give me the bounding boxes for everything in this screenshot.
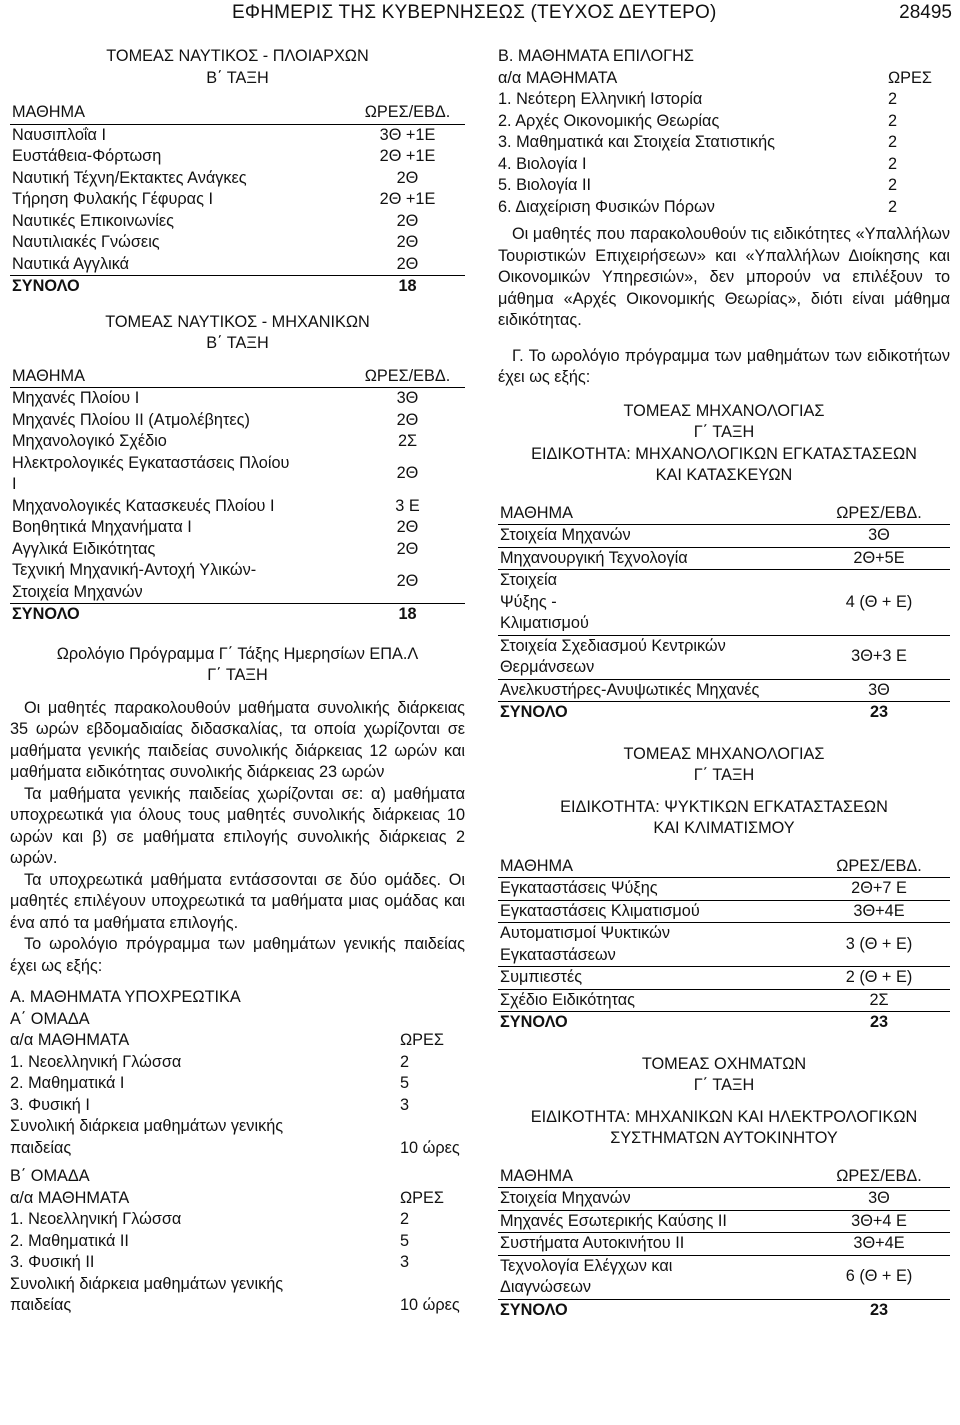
course-name: Συμπιεστές bbox=[498, 967, 808, 990]
paragraph: Γ. Το ωρολόγιο πρόγραμμα των μαθημάτων των ειδικοτήτων έχει ως εξής: bbox=[498, 346, 950, 386]
table-header bbox=[498, 856, 950, 878]
table-row bbox=[10, 431, 465, 453]
course-name: Ηλεκτρολογικές Εγκαταστάσεις Πλοίου Ι bbox=[12, 453, 290, 493]
table-row bbox=[498, 635, 950, 679]
col-header-course: ΜΑΘΗΜΑ bbox=[10, 102, 350, 124]
course-name: Στοιχεία Μηχανών bbox=[498, 525, 808, 548]
course-hours: 2 (Θ + Ε) bbox=[808, 967, 950, 990]
total-label: παιδείας bbox=[10, 1138, 72, 1157]
table-total-row bbox=[498, 702, 950, 724]
table-row bbox=[10, 124, 465, 146]
table-row bbox=[10, 146, 465, 168]
list-item bbox=[10, 1052, 465, 1074]
table-row bbox=[498, 900, 950, 923]
col-header-course: ΜΑΘΗΜΑ bbox=[498, 856, 808, 878]
course-name: Μηχανολογικό Σχέδιο bbox=[12, 432, 167, 450]
col-header-hours: ΩΡΕΣ/ΕΒΔ. bbox=[350, 366, 465, 388]
course-hours: 2Θ +1Ε bbox=[379, 147, 436, 165]
course-hours: 2Θ+7 Ε bbox=[808, 878, 950, 901]
col-header-course: α/α ΜΑΘΗΜΑΤΑ bbox=[498, 68, 618, 87]
paragraph: Οι μαθητές που παρακολουθούν τις ειδικότητες «Υπαλλήλων Τουριστικών Επιχειρήσεων» και «Υπαλλήλων Διοίκησης και Οικονομικών Υπηρεσιών», δεν μπορούν να επιλέξουν το μάθημα «Αρχές Οικονομικής Θεωρίας», διότι είναι μάθημα ειδικότητας. bbox=[498, 225, 950, 329]
course-hours: 2 bbox=[400, 1210, 410, 1228]
course-name: 3. Φυσική Ι bbox=[10, 1095, 90, 1114]
table-row bbox=[498, 1255, 950, 1299]
total-label: ΣΥΝΟΛΟ bbox=[12, 605, 80, 623]
list-total bbox=[10, 1295, 465, 1317]
list-item bbox=[498, 154, 950, 176]
table-row bbox=[498, 878, 950, 901]
course-hours: 3 (Θ + Ε) bbox=[808, 923, 950, 967]
paragraph: Το ωρολόγιο πρόγραμμα των μαθημάτων γενικής παιδείας έχει ως εξής: bbox=[10, 935, 465, 975]
elective-list bbox=[498, 68, 950, 219]
table-row bbox=[10, 168, 465, 190]
total-label: Συνολική διάρκεια μαθημάτων γενικής bbox=[10, 1274, 284, 1293]
course-name: 2. Μαθηματικά Ι bbox=[10, 1074, 125, 1092]
course-hours: 4 (Θ + Ε) bbox=[808, 570, 950, 636]
list-header bbox=[498, 68, 950, 90]
list-title: Α. ΜΑΘΗΜΑΤΑ ΥΠΟΧΡΕΩΤΙΚΑ bbox=[10, 988, 241, 1006]
page-header bbox=[0, 0, 960, 30]
col-header-course: ΜΑΘΗΜΑ bbox=[498, 503, 808, 525]
course-name: Στοιχεία Σχεδιασμού Κεντρικών Θερμάνσεων bbox=[498, 635, 808, 679]
course-hours: 3Θ+3 Ε bbox=[808, 635, 950, 679]
table-total-row bbox=[10, 276, 465, 298]
schedule-table-nautical-engineers bbox=[10, 366, 465, 626]
table-header bbox=[498, 503, 950, 525]
course-name: Στοιχεία Ψύξης - Κλιματισμού bbox=[498, 570, 808, 636]
course-name: Ναυτικά Αγγλικά bbox=[10, 254, 350, 276]
section-title: ΤΟΜΕΑΣ ΝΑΥΤΙΚΟΣ - ΜΗΧΑΝΙΚΩΝ bbox=[105, 312, 370, 331]
course-name: Σχέδιο Ειδικότητας bbox=[498, 989, 808, 1012]
course-hours: 3Θ+4 Ε bbox=[808, 1210, 950, 1233]
list-total bbox=[10, 1138, 465, 1160]
list-title: Β. ΜΑΘΗΜΑΤΑ ΕΠΙΛΟΓΗΣ bbox=[498, 47, 694, 65]
total-label: Συνολική διάρκεια μαθημάτων γενικής bbox=[10, 1117, 284, 1135]
list-item bbox=[498, 111, 950, 133]
course-hours: 2Θ bbox=[396, 168, 419, 187]
paragraph: Τα μαθήματα γενικής παιδείας χωρίζονται σε: α) μαθήματα υποχρεωτικά για όλους τους μαθητές συνολικής διάρκειας 10 ωρών και β) σε μαθήματα επιλογής συνολικής διάρκειας 2 ωρών. bbox=[10, 784, 465, 867]
group-title: Α΄ ΟΜΑΔΑ bbox=[10, 1009, 90, 1028]
col-header-hours: ΩΡΕΣ bbox=[888, 68, 932, 87]
course-name: Ναυσιπλοΐα Ι bbox=[12, 125, 106, 144]
list-header bbox=[10, 1030, 465, 1052]
list-header bbox=[10, 1188, 465, 1210]
specialty-title: ΚΑΙ ΚΛΙΜΑΤΙΣΜΟΥ bbox=[653, 819, 795, 837]
paragraph: Τα υποχρεωτικά μαθήματα εντάσσονται σε δύο ομάδες. Οι μαθητές επιλέγουν υποχρεωτικά τα μαθήματα μιας ομάδας και ένα από τα μαθήματα επιλογής. bbox=[10, 870, 465, 932]
course-name: 6. Διαχείριση Φυσικών Πόρων bbox=[498, 197, 715, 216]
course-hours: 3 Ε bbox=[395, 496, 420, 515]
course-name: 3. Μαθηματικά και Στοιχεία Στατιστικής bbox=[498, 133, 776, 151]
course-name: Μηχανολογικές Κατασκευές Πλοίου Ι bbox=[12, 496, 275, 515]
right-column bbox=[498, 46, 950, 1321]
list-total bbox=[10, 1116, 465, 1138]
course-hours: 5 bbox=[400, 1231, 410, 1250]
sector-title: ΤΟΜΕΑΣ ΟΧΗΜΑΤΩΝ bbox=[641, 1054, 807, 1073]
course-hours: 2Θ bbox=[396, 233, 419, 251]
specialty-title: ΕΙΔΙΚΟΤΗΤΑ: ΨΥΚΤΙΚΩΝ ΕΓΚΑΤΑΣΤΑΣΕΩΝ bbox=[560, 797, 888, 816]
specialty-title: ΕΙΔΙΚΟΤΗΤΑ: ΜΗΧΑΝΙΚΩΝ ΚΑΙ ΗΛΕΚΤΡΟΛΟΓΙΚΩΝ bbox=[530, 1107, 918, 1126]
sector-title: ΤΟΜΕΑΣ ΜΗΧΑΝΟΛΟΓΙΑΣ bbox=[623, 401, 825, 420]
table-row bbox=[498, 570, 950, 636]
list-item bbox=[498, 175, 950, 197]
table-row bbox=[498, 525, 950, 548]
class-label: Γ΄ ΤΑΞΗ bbox=[693, 766, 755, 784]
table-row bbox=[10, 453, 465, 496]
list-item bbox=[498, 132, 950, 154]
total-hours: 18 bbox=[398, 277, 417, 295]
specialty-title: ΕΙΔΙΚΟΤΗΤΑ: ΜΗΧΑΝΟΛΟΓΙΚΩΝ ΕΓΚΑΤΑΣΤΑΣΕΩΝ bbox=[531, 444, 917, 463]
course-name: Ναυτικές Επικοινωνίες bbox=[12, 211, 174, 230]
table-row bbox=[498, 1233, 950, 1256]
course-hours: 2Θ+5Ε bbox=[808, 547, 950, 570]
class-label: Γ΄ ΤΑΞΗ bbox=[693, 423, 755, 441]
course-hours: 3Θ bbox=[396, 389, 419, 407]
total-hours: 18 bbox=[398, 605, 417, 623]
total-label: παιδείας bbox=[10, 1296, 72, 1314]
course-name: Εγκαταστάσεις Ψύξης bbox=[498, 878, 808, 901]
course-name: Μηχανές Πλοίου ΙΙ (Ατμολέβητες) bbox=[12, 410, 250, 429]
table-row bbox=[10, 254, 465, 276]
group-a-list bbox=[10, 1030, 465, 1159]
total-hours: 23 bbox=[869, 1300, 889, 1319]
course-name: Τεχνολογία Ελέγχων και Διαγνώσεων bbox=[498, 1255, 808, 1299]
schedule-table-automotive bbox=[498, 1166, 950, 1322]
course-hours: 5 bbox=[400, 1074, 410, 1092]
course-hours: 3Θ bbox=[808, 679, 950, 702]
course-hours: 2Σ bbox=[808, 989, 950, 1012]
course-hours: 2Θ bbox=[396, 464, 419, 483]
col-header-hours: ΩΡΕΣ/ΕΒΔ. bbox=[808, 856, 950, 878]
paragraph: Οι μαθητές παρακολουθούν μαθήματα συνολικής διάρκειας 35 ωρών εβδομαδιαίας διδασκαλίας, τα οποία χωρίζονται σε μαθήματα γενικής παιδείας συνολικής διάρκειας 12 ωρών και μαθήματα ειδικότητας συνολικής διάρκειας 23 ωρών bbox=[10, 698, 465, 781]
list-item bbox=[10, 1231, 465, 1253]
course-name: 2. Αρχές Οικονομικής Θεωρίας bbox=[498, 111, 720, 130]
total-label: ΣΥΝΟΛΟ bbox=[500, 1300, 568, 1319]
course-hours: 2 bbox=[888, 154, 898, 173]
total-hours: 23 bbox=[869, 703, 889, 721]
list-item bbox=[10, 1095, 465, 1117]
table-total-row bbox=[498, 1012, 950, 1034]
table-row bbox=[10, 517, 465, 539]
course-hours: 6 (Θ + Ε) bbox=[808, 1255, 950, 1299]
schedule-table-refrigeration bbox=[498, 856, 950, 1034]
course-name: 2. Μαθηματικά ΙΙ bbox=[10, 1231, 129, 1250]
specialty-title: ΣΥΣΤΗΜΑΤΩΝ ΑΥΤΟΚΙΝΗΤΟΥ bbox=[610, 1129, 838, 1147]
course-name: 4. Βιολογία Ι bbox=[498, 154, 587, 173]
course-name: Ευστάθεια-Φόρτωση bbox=[12, 147, 162, 165]
course-name: Τεχνική Μηχανική-Αντοχή Υλικών-Στοιχεία Μηχανών bbox=[10, 560, 350, 604]
course-name: Τήρηση Φυλακής Γέφυρας Ι bbox=[12, 190, 213, 208]
course-name: Μηχανουργική Τεχνολογία bbox=[498, 547, 808, 570]
course-hours: 2 bbox=[888, 111, 898, 130]
table-header bbox=[10, 102, 465, 124]
table-row bbox=[498, 967, 950, 990]
table-row bbox=[498, 1210, 950, 1233]
class-label: Β΄ ΤΑΞΗ bbox=[206, 334, 269, 352]
table-row bbox=[10, 189, 465, 211]
col-header-hours: ΩΡΕΣ bbox=[400, 1188, 444, 1207]
course-name: Μηχανές Πλοίου Ι bbox=[12, 389, 140, 407]
course-name: Ναυτιλιακές Γνώσεις bbox=[12, 233, 160, 251]
course-name: Αυτοματισμοί Ψυκτικών Εγκαταστάσεων bbox=[498, 923, 808, 967]
col-header-course: α/α ΜΑΘΗΜΑΤΑ bbox=[10, 1188, 130, 1207]
gazette-title: ΕΦΗΜΕΡΙΣ ΤΗΣ ΚΥΒΕΡΝΗΣΕΩΣ (ΤΕΥΧΟΣ ΔΕΥΤΕΡΟ) bbox=[232, 2, 717, 23]
course-name: 3. Φυσική ΙΙ bbox=[10, 1253, 95, 1271]
col-header-course: ΜΑΘΗΜΑ bbox=[10, 366, 350, 388]
total-hours: 10 ώρες bbox=[400, 1296, 460, 1314]
course-hours: 2 bbox=[888, 90, 898, 108]
total-label: ΣΥΝΟΛΟ bbox=[12, 277, 80, 295]
course-hours: 2 bbox=[888, 133, 898, 151]
table-total-row bbox=[10, 604, 465, 626]
list-item bbox=[498, 197, 950, 219]
total-hours: 10 ώρες bbox=[400, 1138, 460, 1157]
course-name: Εγκαταστάσεις Κλιματισμού bbox=[498, 900, 808, 923]
course-hours: 2Θ bbox=[396, 539, 419, 558]
course-hours: 2 bbox=[400, 1052, 410, 1071]
total-hours: 23 bbox=[869, 1013, 889, 1031]
course-hours: 3 bbox=[400, 1253, 410, 1271]
col-header-hours: ΩΡΕΣ bbox=[400, 1031, 444, 1049]
course-hours: 3Θ +1Ε bbox=[379, 125, 436, 144]
schedule-table-nautical-captains bbox=[10, 102, 465, 298]
table-row bbox=[10, 560, 465, 604]
table-row bbox=[498, 923, 950, 967]
course-name: Συστήματα Αυτοκινήτου ΙΙ bbox=[498, 1233, 808, 1256]
table-row bbox=[498, 547, 950, 570]
section-title: ΤΟΜΕΑΣ ΝΑΥΤΙΚΟΣ - ΠΛΟΙΑΡΧΩΝ bbox=[106, 47, 369, 65]
course-hours: 3Θ bbox=[808, 525, 950, 548]
left-column bbox=[10, 46, 465, 1317]
course-hours: 2Σ bbox=[397, 432, 418, 450]
course-name: Μηχανές Εσωτερικής Καύσης ΙΙ bbox=[498, 1210, 808, 1233]
course-name: Ναυτική Τέχνη/Εκτακτες Ανάγκες bbox=[12, 168, 247, 187]
sector-title: ΤΟΜΕΑΣ ΜΗΧΑΝΟΛΟΓΙΑΣ bbox=[623, 744, 825, 763]
table-row bbox=[498, 1188, 950, 1211]
course-hours: 2Θ bbox=[396, 518, 419, 536]
class-label: Γ΄ ΤΑΞΗ bbox=[207, 666, 268, 684]
course-name: 1. Νεοελληνική Γλώσσα bbox=[10, 1052, 182, 1071]
class-label: Γ΄ ΤΑΞΗ bbox=[693, 1076, 755, 1094]
page-number: 28495 bbox=[899, 2, 952, 23]
course-name: Στοιχεία Μηχανών bbox=[498, 1188, 808, 1211]
list-total bbox=[10, 1274, 465, 1296]
table-row bbox=[10, 232, 465, 254]
program-title: Ωρολόγιο Πρόγραμμα Γ΄ Τάξης Ημερησίων ΕΠΑ.Λ bbox=[56, 644, 419, 663]
total-label: ΣΥΝΟΛΟ bbox=[500, 1013, 568, 1031]
course-hours: 3 bbox=[400, 1095, 410, 1114]
course-hours: 2Θ +1Ε bbox=[379, 190, 436, 208]
col-header-course: α/α ΜΑΘΗΜΑΤΑ bbox=[10, 1031, 130, 1049]
course-hours: 2Θ bbox=[396, 410, 419, 429]
course-name: Αγγλικά Ειδικότητας bbox=[12, 539, 156, 558]
class-label: Β΄ ΤΑΞΗ bbox=[206, 68, 269, 87]
course-name: 5. Βιολογία ΙΙ bbox=[498, 176, 592, 194]
list-item bbox=[10, 1252, 465, 1274]
col-header-hours: ΩΡΕΣ/ΕΒΔ. bbox=[350, 102, 465, 124]
table-row bbox=[498, 679, 950, 702]
specialty-title: ΚΑΙ ΚΑΤΑΣΚΕΥΩΝ bbox=[655, 466, 793, 484]
table-row bbox=[10, 410, 465, 432]
course-hours: 3Θ bbox=[808, 1188, 950, 1211]
list-item bbox=[498, 89, 950, 111]
course-name: 1. Νεότερη Ελληνική Ιστορία bbox=[498, 90, 703, 108]
col-header-hours: ΩΡΕΣ/ΕΒΔ. bbox=[808, 503, 950, 525]
total-label: ΣΥΝΟΛΟ bbox=[500, 703, 568, 721]
course-hours: 3Θ+4Ε bbox=[808, 900, 950, 923]
list-item bbox=[10, 1209, 465, 1231]
table-total-row bbox=[498, 1299, 950, 1321]
course-hours: 2Θ bbox=[350, 254, 465, 276]
table-header bbox=[10, 366, 465, 388]
course-name: Ανελκυστήρες-Ανυψωτικές Μηχανές bbox=[498, 679, 808, 702]
course-hours: 3Θ+4Ε bbox=[808, 1233, 950, 1256]
table-header bbox=[498, 1166, 950, 1188]
course-hours: 2Θ bbox=[396, 211, 419, 230]
course-name: Βοηθητικά Μηχανήματα Ι bbox=[12, 518, 192, 536]
course-hours: 2 bbox=[888, 197, 898, 216]
table-row bbox=[10, 539, 465, 561]
group-title: Β΄ ΟΜΑΔΑ bbox=[10, 1167, 90, 1185]
col-header-course: ΜΑΘΗΜΑ bbox=[498, 1166, 808, 1188]
course-name: 1. Νεοελληνική Γλώσσα bbox=[10, 1210, 182, 1228]
list-item bbox=[10, 1073, 465, 1095]
group-b-list bbox=[10, 1188, 465, 1317]
table-row bbox=[498, 989, 950, 1012]
table-row bbox=[10, 211, 465, 233]
course-hours: 2Θ bbox=[350, 560, 465, 604]
table-row bbox=[10, 388, 465, 410]
course-hours: 2 bbox=[888, 176, 898, 194]
col-header-hours: ΩΡΕΣ/ΕΒΔ. bbox=[808, 1166, 950, 1188]
schedule-table-mechanical-installations bbox=[498, 503, 950, 724]
table-row bbox=[10, 496, 465, 518]
